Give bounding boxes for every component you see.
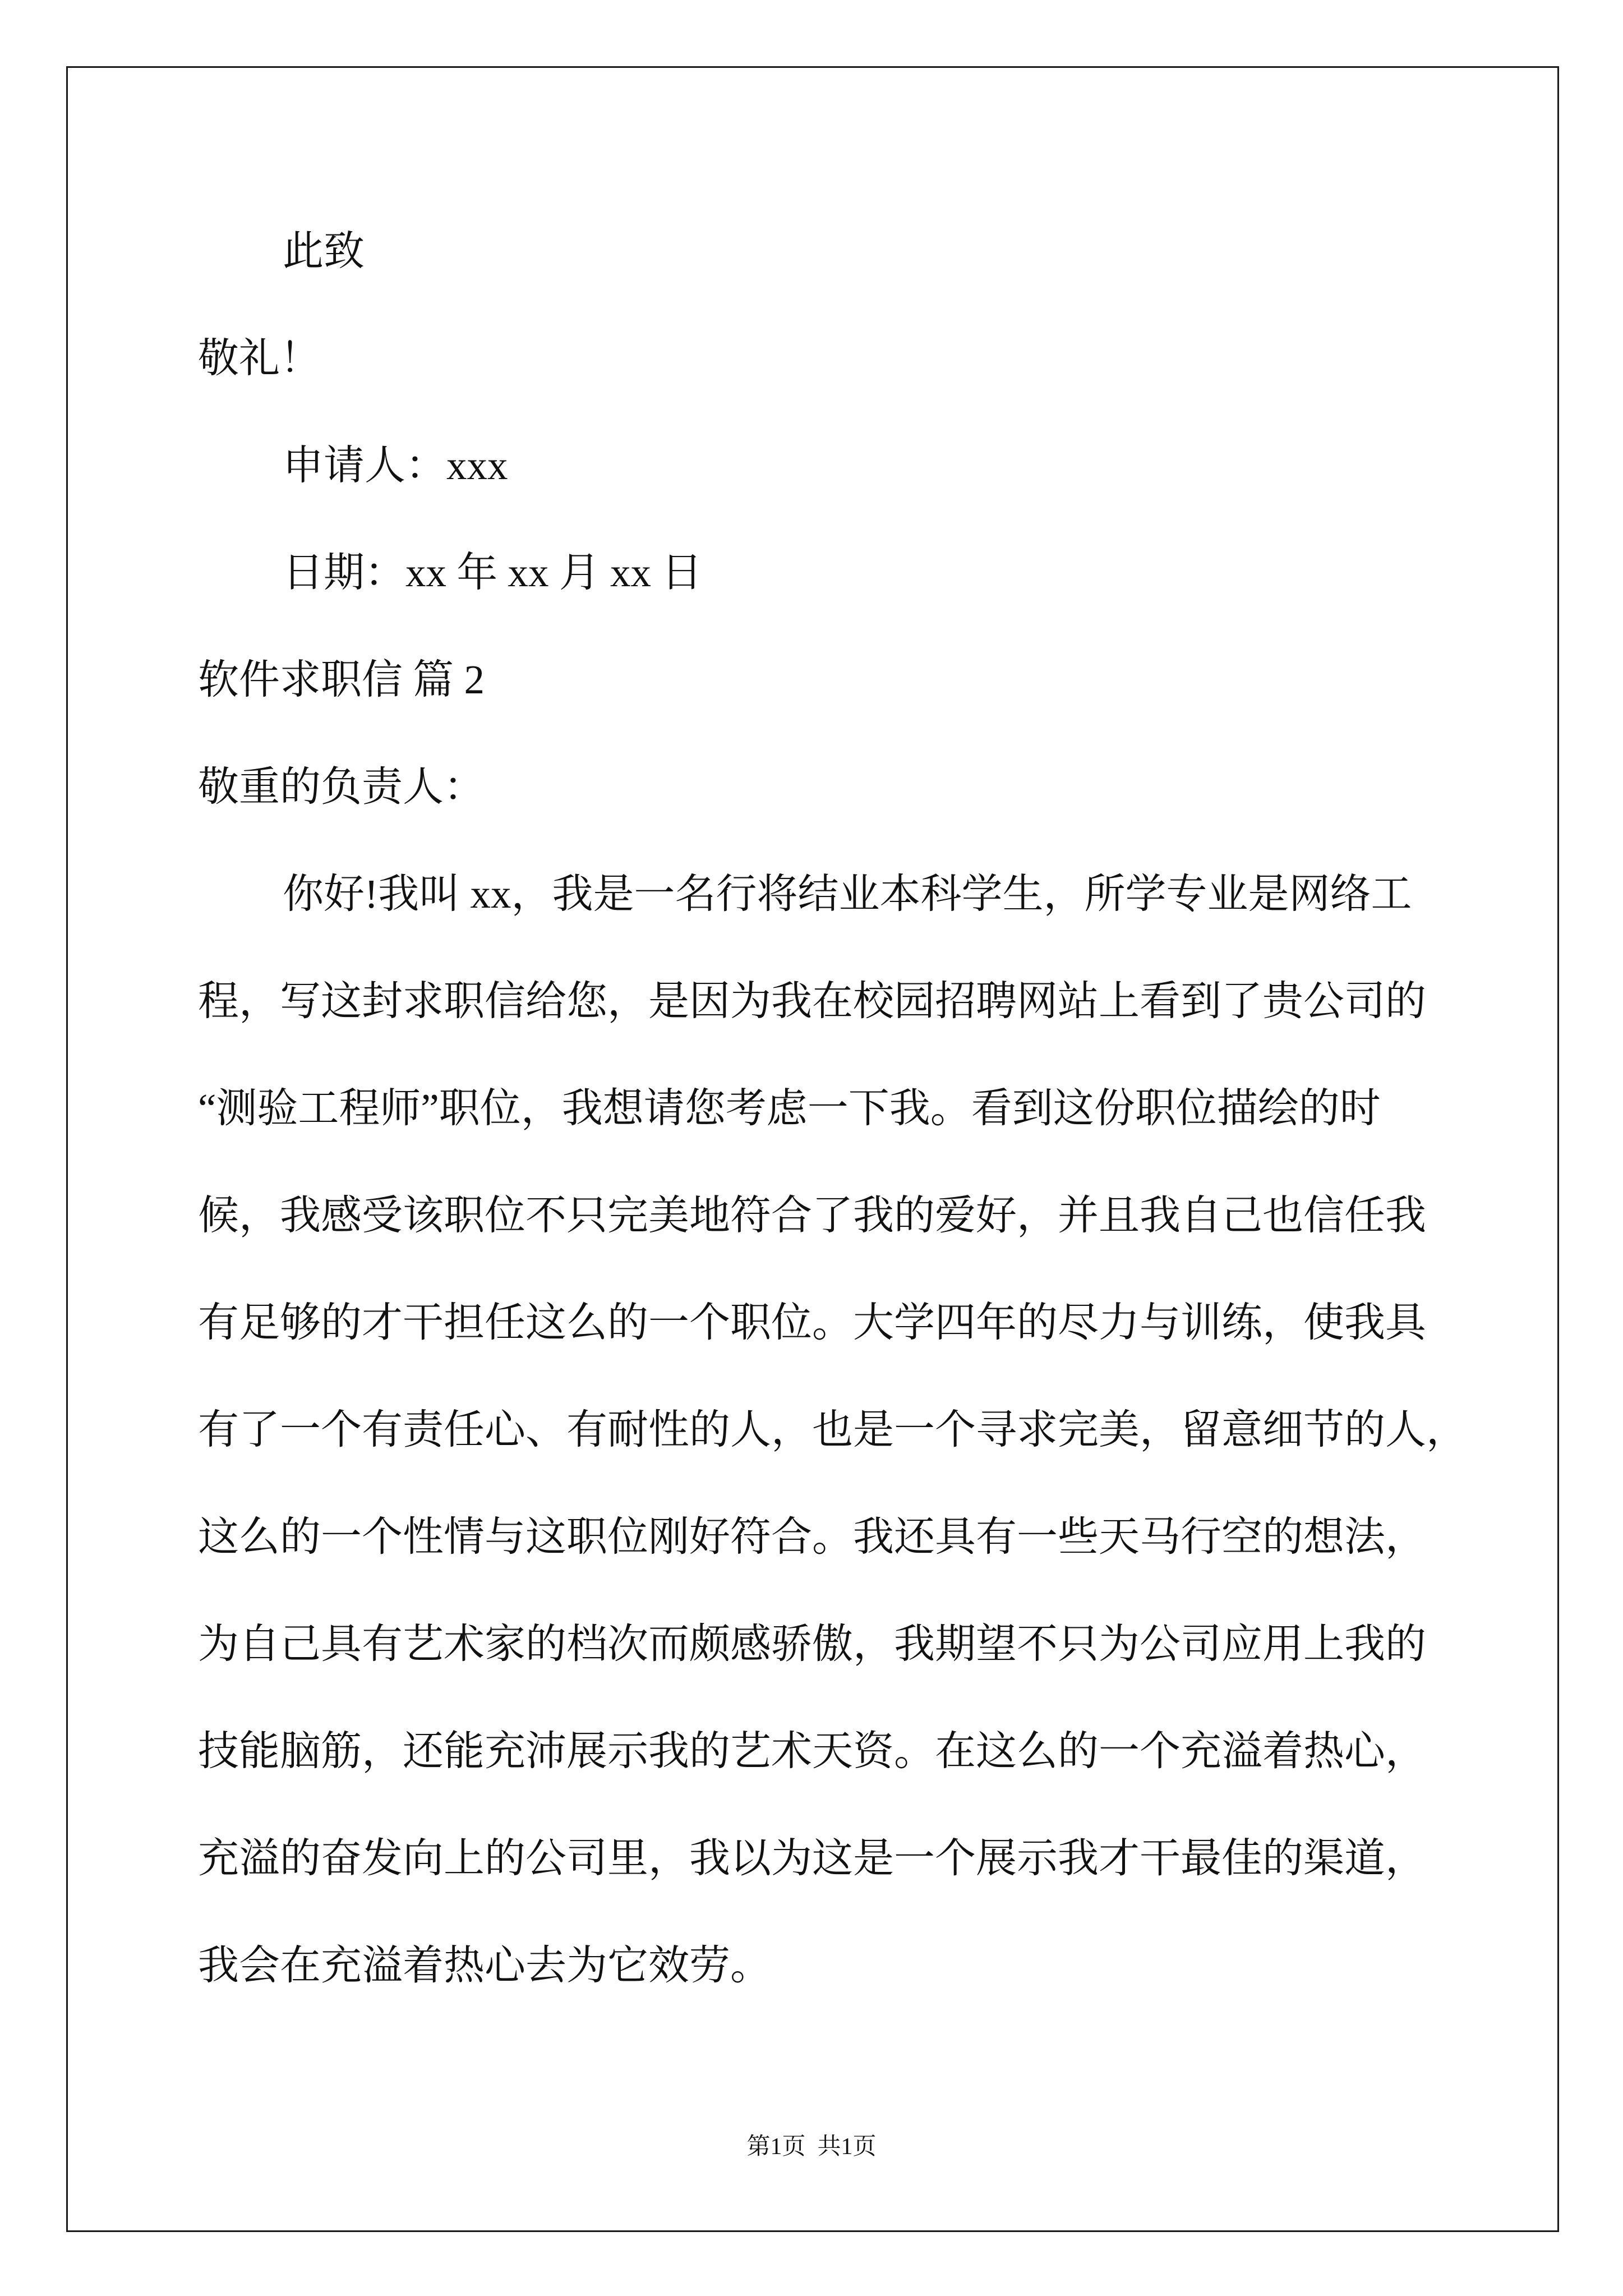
body-line: 程，写这封求职信给您，是因为我在校园招聘网站上看到了贵公司的: [198, 978, 1426, 1024]
page-footer: 第1页 共1页: [746, 2134, 877, 2160]
section-heading: 软件求职信 篇 2: [198, 657, 485, 702]
greeting-line: 敬重的负责人：: [198, 764, 485, 809]
applicant-line: 申请人：xxx: [283, 443, 508, 488]
regards-line: 敬礼！: [198, 335, 321, 381]
body-line: 充溢的奋发向上的公司里，我以为这是一个展示我才干最佳的渠道，: [198, 1835, 1426, 1881]
document-body: [198, 197, 1533, 2019]
body-line: 为自己具有艺术家的档次而颇感骄傲，我期望不只为公司应用上我的: [198, 1621, 1426, 1667]
date-line: 日期：xx 年 xx 月 xx 日: [283, 550, 703, 595]
body-line: “测验工程师”职位，我想请您考虑一下我。看到这份职位描绘的时: [198, 1085, 1381, 1131]
salutation-line: 此致: [283, 228, 365, 274]
body-line: 我会在充溢着热心去为它效劳。: [198, 1943, 771, 1988]
body-line: 有了一个有责任心、有耐性的人，也是一个寻求完美，留意细节的人，: [198, 1407, 1467, 1452]
body-line: 候，我感受该职位不只完美地符合了我的爱好，并且我自己也信任我: [198, 1193, 1426, 1238]
body-line: 技能脑筋，还能充沛展示我的艺术天资。在这么的一个充溢着热心，: [198, 1728, 1426, 1774]
body-line: 这么的一个性情与这职位刚好符合。我还具有一些天马行空的想法，: [198, 1514, 1426, 1559]
body-line: 有足够的才干担任这么的一个职位。大学四年的尽力与训练，使我具: [198, 1300, 1426, 1345]
body-line: 你好!我叫 xx，我是一名行将结业本科学生，所学专业是网络工: [283, 871, 1412, 917]
